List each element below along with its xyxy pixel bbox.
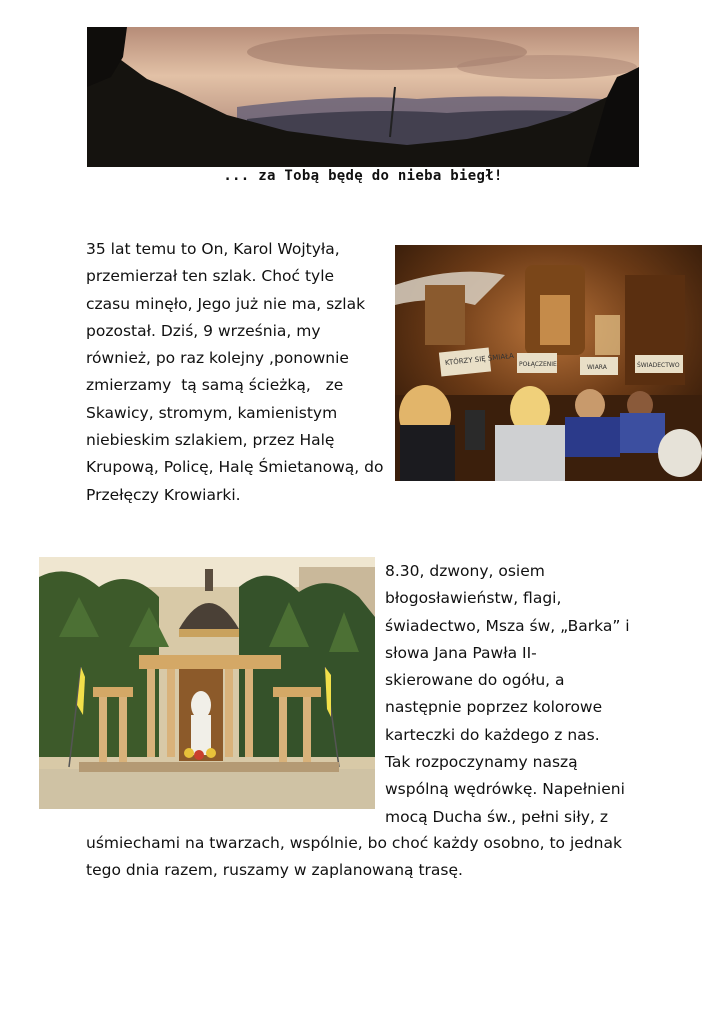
text-line: czasu minęło, Jego już nie ma, szlak: [86, 294, 366, 313]
text-line: karteczki do każdego z nas.: [385, 725, 600, 744]
text-line: błogosławieństw, flagi,: [385, 589, 562, 608]
text-line: również, po raz kolejny ,ponownie: [86, 349, 349, 368]
mountain-landscape-illustration: [87, 27, 639, 167]
text-line: słowa Jana Pawła II-: [385, 643, 537, 662]
text-line: 35 lat temu to On, Karol Wojtyła,: [86, 240, 340, 258]
schedule-paragraph-continuation: [86, 830, 646, 885]
text-line: Przełęczy Krowiarki.: [86, 485, 241, 504]
schedule-paragraph: [385, 558, 655, 831]
text-line: wspólną wędrówkę. Napełnieni: [385, 780, 625, 799]
text-line: niebieskim szlakiem, przez Halę: [86, 431, 335, 450]
church-interior-illustration: [395, 245, 702, 481]
protest-sign-text: WIARA: [587, 364, 607, 371]
text-line: świadectwo, Msza św, „Barka” i: [385, 616, 630, 635]
text-line: 8.30, dzwony, osiem: [385, 562, 545, 580]
text-line: Tak rozpoczynamy naszą: [385, 753, 578, 772]
text-line: skierowane do ogółu, a: [385, 671, 565, 690]
text-line: mocą Ducha św., pełni siły, z: [385, 807, 608, 826]
protest-sign-text: POŁĄCZENIE: [519, 361, 557, 368]
mountain-banner-photo: [87, 27, 639, 167]
church-interior-photo: [395, 245, 702, 481]
shrine-illustration: [39, 557, 375, 809]
text-line: tego dnia razem, ruszamy w zaplanowaną trasę.: [86, 861, 463, 880]
text-line: Skawicy, stromym, kamienistym: [86, 403, 338, 422]
protest-sign-text: KTÓRZY SIĘ ŚMIAŁA: [444, 351, 515, 368]
protest-sign-text: ŚWIADECTWO: [637, 362, 680, 369]
text-line: zmierzamy tą samą ścieżką, ze: [86, 376, 344, 395]
papal-shrine-photo: [39, 557, 375, 809]
text-line: pozostał. Dziś, 9 września, my: [86, 321, 321, 340]
text-line: Krupową, Policę, Halę Śmietanową, do: [86, 458, 384, 477]
banner-caption: ... za Tobą będę do nieba biegł!: [223, 168, 503, 184]
text-line: następnie poprzez kolorowe: [385, 698, 603, 717]
intro-paragraph: [86, 236, 391, 509]
text-line: przemierzał ten szlak. Choć tyle: [86, 267, 335, 286]
text-line: uśmiechami na twarzach, wspólnie, bo choć każdy osobno, to jednak: [86, 834, 622, 852]
